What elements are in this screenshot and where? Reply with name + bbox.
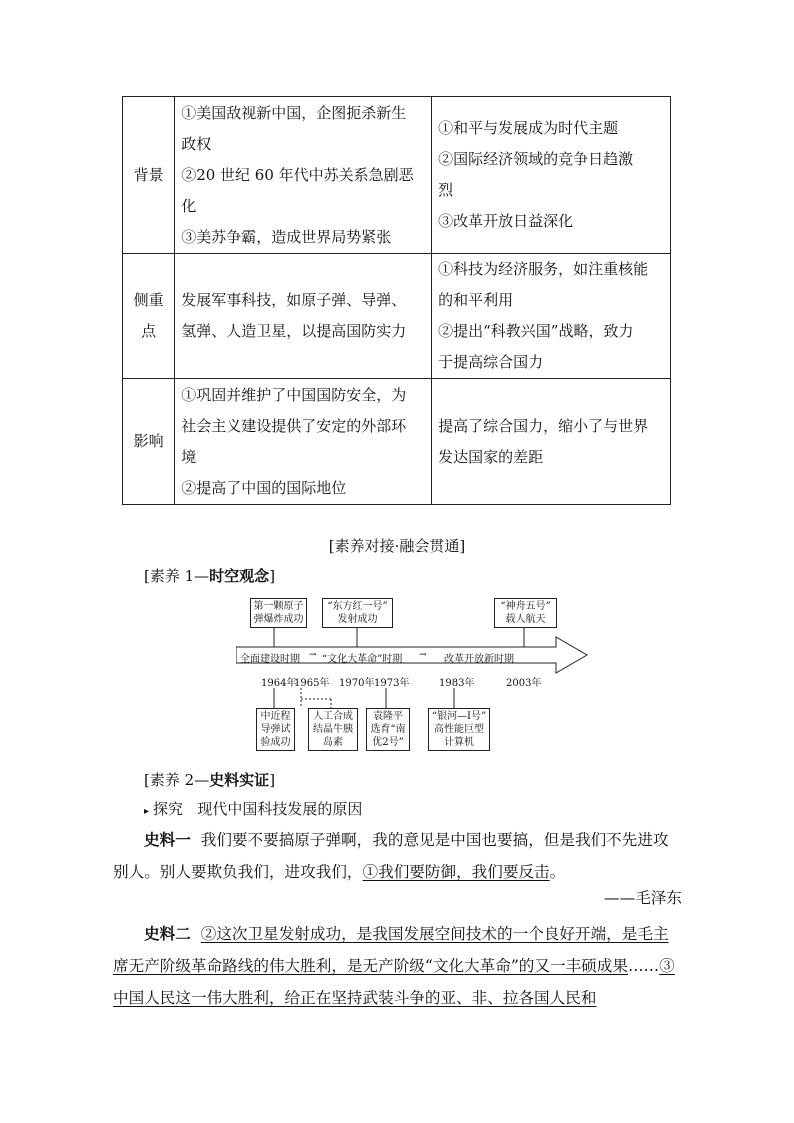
period-arrow-1: → bbox=[309, 650, 317, 660]
cell-line: 化 bbox=[181, 196, 197, 215]
event-box-missile bbox=[256, 708, 295, 751]
cell-line: 社会主义建设提供了安定的外部环 bbox=[181, 416, 407, 435]
event-text: 岛素 bbox=[323, 737, 343, 748]
event-box-satellite bbox=[322, 598, 393, 628]
event-text: 优2号” bbox=[372, 737, 404, 748]
table-row-impact bbox=[123, 379, 671, 505]
event-box-shenzhou bbox=[494, 598, 557, 628]
cell-line: ②提出“科教兴国”战略，致力 bbox=[438, 322, 634, 340]
event-text: 验成功 bbox=[260, 737, 291, 748]
explore-heading bbox=[144, 798, 362, 819]
cell-right bbox=[432, 379, 671, 505]
event-text: 计算机 bbox=[444, 737, 474, 748]
event-text: 弹爆炸成功 bbox=[253, 614, 304, 625]
cell-line: 发展军事科技，如原子弹、导弹、 bbox=[181, 291, 407, 309]
table-row-focus bbox=[123, 254, 671, 379]
row-head-text: 侧重 bbox=[133, 291, 164, 309]
event-text: 发射成功 bbox=[337, 614, 378, 625]
cell-line: 于提高综合国力 bbox=[438, 353, 544, 371]
event-box-supercomputer bbox=[428, 708, 490, 751]
source-1-paragraph bbox=[113, 824, 682, 888]
table-row-background bbox=[123, 97, 671, 254]
event-text: “神舟五号” bbox=[500, 601, 551, 612]
source-text: …… bbox=[627, 957, 660, 975]
cell-line: ①和平与发展成为时代主题 bbox=[438, 119, 619, 137]
source-text-end: 。 bbox=[549, 863, 566, 881]
heading-suffix: ] bbox=[269, 567, 276, 585]
cell-line: 氢弹、人造卫星，以提高国防实力 bbox=[181, 322, 407, 340]
comparison-table bbox=[122, 96, 671, 505]
year-label: 1970年 bbox=[339, 678, 375, 689]
period-label: “文化大革命”时期 bbox=[322, 654, 403, 665]
source-label: 史料二 bbox=[144, 924, 191, 943]
timeline-diagram bbox=[236, 596, 592, 756]
event-text: 导弹试 bbox=[260, 724, 291, 735]
event-text: 人工合成 bbox=[313, 711, 353, 722]
event-text: 中近程 bbox=[260, 711, 291, 722]
heading-prefix: [素养 2— bbox=[144, 771, 210, 789]
row-head-background bbox=[123, 97, 175, 254]
cell-right bbox=[432, 254, 671, 379]
event-text: “银河—Ⅰ号” bbox=[431, 711, 487, 722]
event-text: 载人航天 bbox=[505, 614, 546, 625]
year-label: 1965年 bbox=[294, 678, 330, 689]
source-label: 史料一 bbox=[144, 830, 191, 849]
cell-line: 烈 bbox=[438, 181, 454, 199]
heading-bold: 时空观念 bbox=[209, 567, 270, 585]
event-text: 选育“南 bbox=[370, 724, 406, 735]
year-label: 1964年 bbox=[261, 678, 297, 689]
source-underlined: ③中国人民这一伟大胜利，给正在坚持武装斗争的亚、非、拉各国人民和 bbox=[113, 957, 675, 1007]
source-text: 我们要不要搞原子弹啊，我的意见是中国也要搞，但是我们不先进攻别人。别人要欺负我们，进攻我们， bbox=[113, 831, 669, 881]
suyang-1-heading bbox=[144, 565, 275, 586]
source-underlined: ①我们要防御，我们要反击 bbox=[362, 863, 550, 881]
row-head-impact bbox=[123, 379, 175, 505]
event-box-atomic-bomb bbox=[250, 598, 307, 628]
source-1-author: ——毛泽东 bbox=[604, 889, 682, 907]
cell-line: 境 bbox=[181, 447, 197, 466]
heading-suffix: ] bbox=[269, 771, 276, 789]
event-text: 第一颗原子 bbox=[253, 601, 304, 612]
event-text: 袁隆平 bbox=[373, 711, 403, 722]
period-arrow-2: → bbox=[419, 650, 427, 660]
event-text: “东方红一号” bbox=[327, 601, 388, 612]
event-text: 高性能巨型 bbox=[434, 724, 484, 735]
source-2-paragraph bbox=[113, 918, 682, 1014]
row-head-focus bbox=[123, 254, 175, 379]
cell-line: ②20 世纪 60 年代中苏关系急剧恶 bbox=[181, 165, 414, 184]
triangle-icon: ▸ bbox=[144, 806, 150, 817]
suyang-2-heading bbox=[144, 769, 275, 790]
year-label: 1973年 bbox=[374, 678, 410, 689]
explore-text: 现代中国科技发展的原因 bbox=[197, 800, 363, 818]
heading-prefix: [素养 1— bbox=[144, 567, 210, 585]
period-label: 全面建设时期 bbox=[240, 654, 300, 665]
section-title: [素养对接·融会贯通] bbox=[328, 537, 466, 555]
cell-line: 政权 bbox=[181, 134, 212, 153]
cell-line: ②提高了中国的国际地位 bbox=[181, 478, 347, 497]
explore-label: 探究 bbox=[153, 800, 184, 818]
cell-line: ③美苏争霸，造成世界局势紧张 bbox=[181, 227, 392, 246]
cell-right bbox=[432, 97, 671, 254]
row-head-text: 点 bbox=[141, 322, 157, 340]
heading-bold: 史料实证 bbox=[209, 771, 270, 789]
cell-line: 的和平利用 bbox=[438, 291, 514, 309]
year-label: 1983年 bbox=[439, 678, 475, 689]
year-label: 2003年 bbox=[506, 678, 542, 689]
cell-left bbox=[175, 379, 432, 505]
period-label: 改革开放新时期 bbox=[444, 654, 514, 665]
row-head-text: 背景 bbox=[133, 165, 164, 184]
cell-line: ①美国敌视新中国，企图扼杀新生 bbox=[181, 103, 407, 122]
cell-line: ①巩固并维护了中国国防安全，为 bbox=[181, 385, 407, 404]
row-head-text: 影响 bbox=[133, 432, 164, 450]
source-underlined: ②这次卫星发射成功，是我国发展空间技术的一个良好开端，是毛主席无产阶级革命路线的伟大胜利，是无产阶级“文化大革命”的又一丰硕成果 bbox=[113, 925, 669, 975]
cell-line: ②国际经济领域的竞争日趋激 bbox=[438, 150, 634, 168]
cell-line: ③改革开放日益深化 bbox=[438, 212, 574, 230]
event-box-hybrid-rice bbox=[366, 708, 410, 751]
cell-left bbox=[175, 254, 432, 379]
event-box-insulin bbox=[308, 708, 358, 751]
event-text: 结晶牛胰 bbox=[313, 724, 353, 735]
cell-left bbox=[175, 97, 432, 254]
cell-line: ①科技为经济服务，如注重核能 bbox=[438, 260, 649, 278]
cell-line: 提高了综合国力，缩小了与世界 bbox=[438, 416, 649, 435]
cell-line: 发达国家的差距 bbox=[438, 447, 544, 466]
